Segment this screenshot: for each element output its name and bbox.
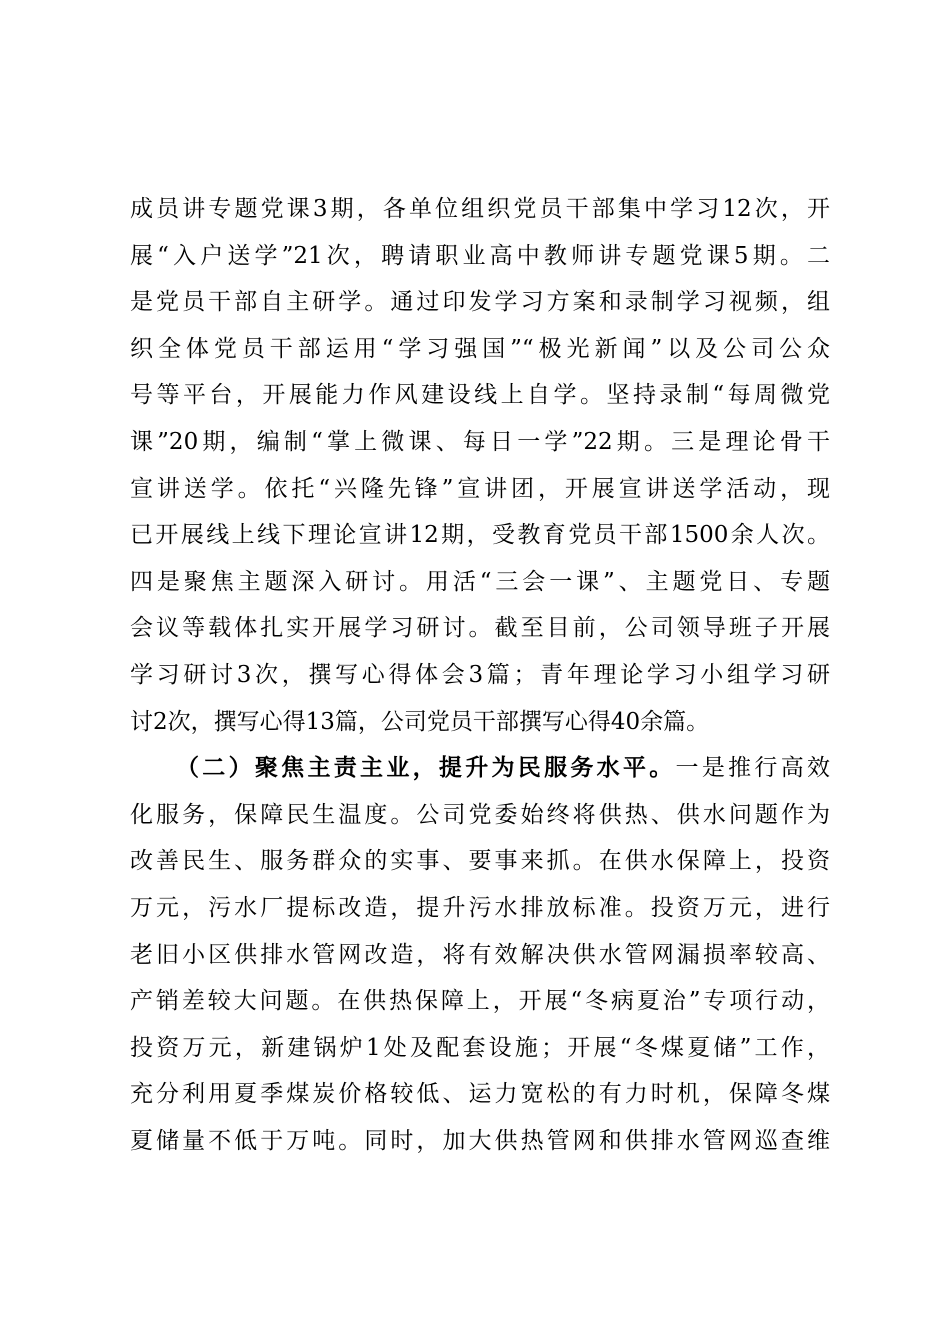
text-line: 成员讲专题党课3期，各单位组织党员干部集中学习12次，开 — [130, 196, 830, 222]
text-line: 夏储量不低于万吨。同时，加大供热管网和供排水管网巡查维 — [130, 1127, 830, 1154]
text-line: 四是聚焦主题深入研讨。用活“三会一课”、主题党日、专题 — [130, 568, 830, 595]
paragraph-1 — [130, 186, 830, 745]
text-line: 万元，污水厂提标改造，提升污水排放标准。投资万元，进行 — [130, 894, 830, 921]
text-line: 宣讲送学。依托“兴隆先锋”宣讲团，开展宣讲送学活动，现 — [130, 475, 830, 502]
text-line: 已开展线上线下理论宣讲12期，受教育党员干部1500余人次。 — [130, 522, 830, 549]
paragraph-2-first-line — [130, 745, 830, 792]
text-line: 学习研讨3次，撰写心得体会3篇；青年理论学习小组学习研 — [130, 661, 830, 688]
heading-line-rest: 一是推行高效 — [675, 755, 831, 782]
text-line: 号等平台，开展能力作风建设线上自学。坚持录制“每周微党 — [130, 382, 830, 409]
text-line: 产销差较大问题。在供热保障上，开展“冬病夏治”专项行动， — [130, 988, 830, 1015]
text-line: 织全体党员干部运用“学习强国”“极光新闻”以及公司公众 — [130, 335, 830, 362]
text-line: 讨2次，撰写心得13篇，公司党员干部撰写心得40余篇。 — [130, 708, 710, 735]
body-text — [130, 186, 830, 1164]
text-line: 老旧小区供排水管网改造，将有效解决供水管网漏损率较高、 — [130, 941, 830, 968]
text-line: 展“入户送学”21次，聘请职业高中教师讲专题党课5期。二 — [130, 242, 830, 269]
text-line: 充分利用夏季煤炭价格较低、运力宽松的有力时机，保障冬煤 — [130, 1081, 830, 1108]
text-line: 改善民生、服务群众的实事、要事来抓。在供水保障上，投资 — [130, 848, 830, 875]
section-heading: （二）聚焦主责主业，提升为民服务水平。 — [176, 754, 676, 782]
text-line: 投资万元，新建锅炉1处及配套设施；开展“冬煤夏储”工作， — [130, 1034, 830, 1061]
text-line: 会议等载体扎实开展学习研讨。截至目前，公司领导班子开展 — [130, 615, 830, 642]
text-line: 课”20期，编制“掌上微课、每日一学”22期。三是理论骨干 — [130, 428, 830, 455]
text-line: 化服务，保障民生温度。公司党委始终将供热、供水问题作为 — [130, 801, 830, 828]
text-line: 是党员干部自主研学。通过印发学习方案和录制学习视频，组 — [130, 289, 830, 316]
paragraph-2 — [130, 745, 830, 1164]
